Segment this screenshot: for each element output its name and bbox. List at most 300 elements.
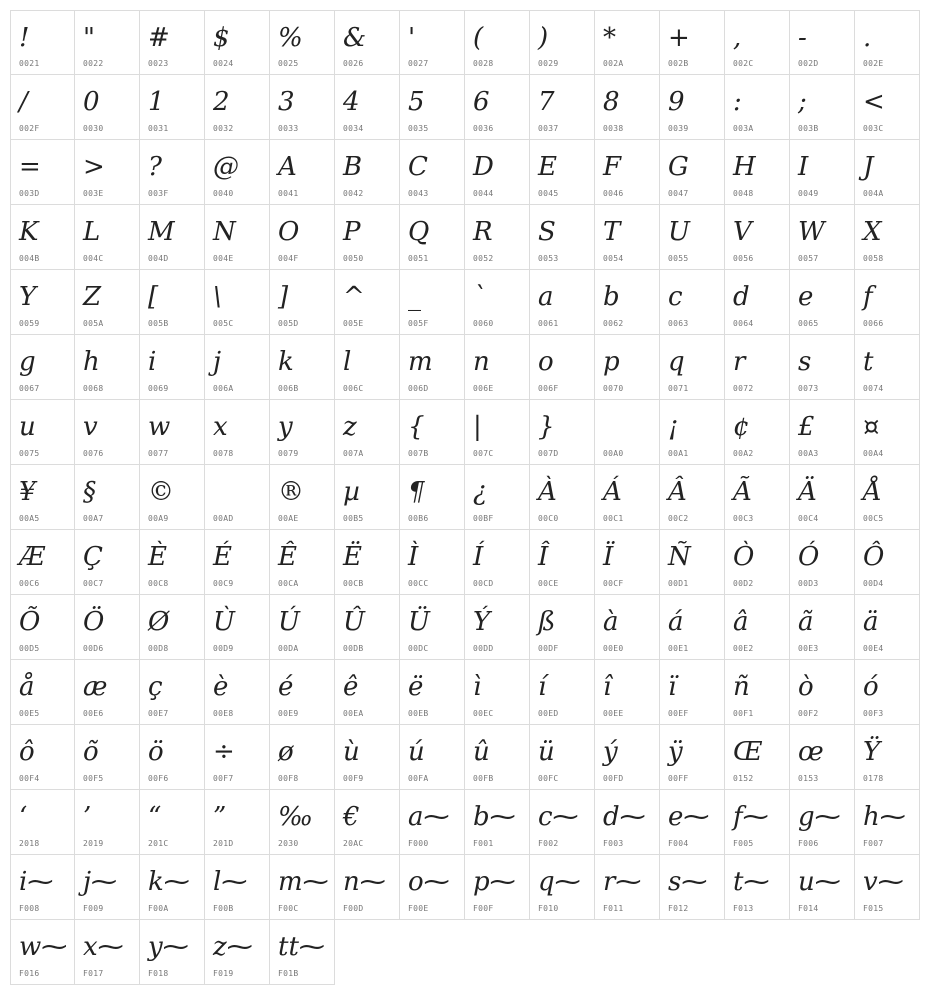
glyph-cell [725,10,790,75]
glyph-code-label: 00C4 [798,514,819,523]
glyph-sample: h [83,347,100,377]
glyph-code-label: 0073 [798,384,819,393]
glyph-sample: N [213,217,236,247]
glyph-cell [530,790,595,855]
glyph-cell [140,400,205,465]
glyph-sample: t [863,347,874,377]
glyph-cell [595,465,660,530]
glyph-sample: & [343,23,367,53]
glyph-sample: ¤ [863,412,880,442]
glyph-sample: } [538,412,555,442]
glyph-cell [205,75,270,140]
glyph-sample: 1 [148,87,165,117]
glyph-code-label: F004 [668,839,689,848]
glyph-code-label: 00FA [408,774,429,783]
glyph-code-label: F007 [863,839,884,848]
glyph-sample: v [83,412,98,442]
glyph-code-label: 00EF [668,709,689,718]
glyph-sample: ¢ [733,412,750,442]
glyph-code-label: 0075 [19,449,40,458]
glyph-cell [790,660,855,725]
glyph-cell [465,335,530,400]
glyph-cell [790,400,855,465]
glyph-cell [725,725,790,790]
glyph-cell [530,725,595,790]
glyph-cell [335,270,400,335]
glyph-sample: { [408,412,425,442]
glyph-sample: w [148,412,171,442]
glyph-cell [725,335,790,400]
glyph-cell [205,140,270,205]
glyph-sample: Œ [733,737,763,767]
glyph-sample: K [19,217,39,247]
glyph-cell [140,920,205,985]
glyph-code-label: 00C6 [19,579,40,588]
glyph-cell [400,465,465,530]
glyph-code-label: 0052 [473,254,494,263]
glyph-sample: é [278,672,294,702]
glyph-code-label: 0030 [83,124,104,133]
glyph-code-label: 003D [19,189,40,198]
glyph-code-label: 00EA [343,709,364,718]
glyph-code-label: 004E [213,254,234,263]
glyph-code-label: 00E1 [668,644,689,653]
glyph-cell [530,660,595,725]
glyph-sample: S [538,217,556,247]
glyph-cell [855,790,920,855]
glyph-code-label: 0023 [148,59,169,68]
glyph-cell [10,595,75,660]
glyph-cell [530,465,595,530]
glyph-code-label: F009 [83,904,104,913]
glyph-cell [270,855,335,920]
glyph-cell [205,790,270,855]
glyph-code-label: 00D5 [19,644,40,653]
glyph-cell [270,10,335,75]
glyph-sample: â [733,607,749,637]
glyph-sample: tt⁓ [278,932,325,962]
glyph-cell [335,10,400,75]
glyph-sample: u⁓ [798,867,841,897]
glyph-code-label: F00C [278,904,299,913]
glyph-sample: q [668,347,685,377]
glyph-sample: * [603,23,616,53]
glyph-cell [530,855,595,920]
glyph-sample: R [473,217,493,247]
glyph-sample: [ [148,282,159,312]
glyph-cell [465,595,530,660]
glyph-sample: ¶ [408,477,425,507]
glyph-code-label: 00EC [473,709,494,718]
glyph-cell [270,725,335,790]
glyph-sample: h⁓ [863,802,906,832]
glyph-code-label: 003E [83,189,104,198]
glyph-code-label: F015 [863,904,884,913]
glyph-code-label: 00DB [343,644,364,653]
glyph-cell [595,790,660,855]
glyph-sample: l⁓ [213,867,248,897]
glyph-code-label: 00D9 [213,644,234,653]
glyph-code-label: 00EE [603,709,624,718]
glyph-cell [725,790,790,855]
glyph-cell [725,75,790,140]
glyph-cell [10,335,75,400]
glyph-cell [270,790,335,855]
glyph-cell [595,270,660,335]
glyph-sample: ô [19,737,35,767]
glyph-code-label: 004A [863,189,884,198]
glyph-cell [270,335,335,400]
glyph-cell [660,660,725,725]
glyph-sample: ß [538,607,556,637]
glyph-code-label: F002 [538,839,559,848]
glyph-sample: ÷ [213,737,235,767]
glyph-code-label: 0068 [83,384,104,393]
glyph-code-label: 0031 [148,124,169,133]
glyph-cell [140,725,205,790]
glyph-sample: u [19,412,36,442]
glyph-code-label: 003B [798,124,819,133]
glyph-sample: g⁓ [798,802,841,832]
glyph-sample: 4 [343,87,360,117]
glyph-sample: . [863,23,872,53]
glyph-cell [465,725,530,790]
glyph-code-label: 0021 [19,59,40,68]
glyph-sample: Í [473,542,484,572]
glyph-code-label: F011 [603,904,624,913]
glyph-sample: c [668,282,683,312]
glyph-sample: a⁓ [408,802,450,832]
glyph-sample: § [83,477,96,507]
glyph-code-label: 20AC [343,839,364,848]
glyph-cell [10,465,75,530]
glyph-code-label: 00DA [278,644,299,653]
glyph-sample: “ [148,802,162,832]
glyph-cell [465,205,530,270]
glyph-code-label: 00E0 [603,644,624,653]
glyph-sample: D [473,152,494,182]
glyph-code-label: 00E7 [148,709,169,718]
glyph-sample: € [343,802,360,832]
glyph-sample: c⁓ [538,802,579,832]
glyph-sample: g [19,347,36,377]
glyph-sample: " [83,23,95,53]
glyph-cell [400,530,465,595]
glyph-code-label: 00FB [473,774,494,783]
glyph-sample: Ù [213,607,235,637]
glyph-cell [140,530,205,595]
glyph-code-label: 00CC [408,579,429,588]
glyph-cell [75,400,140,465]
glyph-sample: / [19,87,28,117]
glyph-cell [140,660,205,725]
glyph-code-label: 002B [668,59,689,68]
glyph-code-label: 00FF [668,774,689,783]
glyph-sample: Z [83,282,102,312]
glyph-sample: ) [538,23,549,53]
glyph-sample: Q [408,217,430,247]
glyph-code-label: 006F [538,384,559,393]
glyph-sample: b [603,282,620,312]
glyph-code-label: 0056 [733,254,754,263]
glyph-cell [400,725,465,790]
glyph-code-label: 005B [148,319,169,328]
glyph-cell [205,335,270,400]
glyph-cell [855,335,920,400]
glyph-sample: U [668,217,690,247]
glyph-code-label: 004C [83,254,104,263]
glyph-sample: k [278,347,294,377]
glyph-sample: Æ [19,542,46,572]
glyph-sample: Ø [148,607,170,637]
glyph-cell [10,660,75,725]
glyph-sample: Û [343,607,365,637]
glyph-code-label: 0057 [798,254,819,263]
glyph-cell [140,140,205,205]
glyph-cell [270,270,335,335]
glyph-code-label: 0070 [603,384,624,393]
glyph-code-label: 0036 [473,124,494,133]
glyph-cell [75,920,140,985]
glyph-sample: è [213,672,229,702]
glyph-code-label: 00F4 [19,774,40,783]
glyph-code-label: 0071 [668,384,689,393]
glyph-cell [595,530,660,595]
glyph-cell [660,465,725,530]
glyph-sample: y⁓ [148,932,189,962]
glyph-sample: r [733,347,746,377]
glyph-cell [400,10,465,75]
glyph-sample: k⁓ [148,867,190,897]
glyph-cell [725,400,790,465]
glyph-sample: ï [668,672,677,702]
glyph-code-label: 005C [213,319,234,328]
glyph-sample: á [668,607,684,637]
glyph-code-label: F00F [473,904,494,913]
glyph-cell [335,790,400,855]
glyph-sample: î [603,672,612,702]
glyph-cell [10,140,75,205]
glyph-cell [400,660,465,725]
glyph-sample: \ [213,282,222,312]
glyph-sample: V [733,217,752,247]
glyph-cell [140,790,205,855]
glyph-cell [790,205,855,270]
glyph-cell [205,725,270,790]
glyph-cell [855,855,920,920]
glyph-code-label: 0044 [473,189,494,198]
glyph-code-label: 0037 [538,124,559,133]
glyph-sample: ” [213,802,227,832]
glyph-code-label: 00D1 [668,579,689,588]
glyph-cell [75,725,140,790]
glyph-sample: £ [798,412,815,442]
glyph-sample: s [798,347,812,377]
glyph-code-label: 2018 [19,839,40,848]
glyph-code-label: 0063 [668,319,689,328]
glyph-code-label: 007D [538,449,559,458]
glyph-code-label: 0048 [733,189,754,198]
glyph-sample: < [863,87,885,117]
glyph-cell [400,270,465,335]
glyph-code-label: 00C2 [668,514,689,523]
glyph-code-label: 006E [473,384,494,393]
glyph-code-label: 201D [213,839,234,848]
glyph-sample: @ [213,152,239,182]
glyph-cell [205,530,270,595]
glyph-cell [465,465,530,530]
glyph-cell [725,465,790,530]
glyph-code-label: 005E [343,319,364,328]
glyph-code-label: 00CF [603,579,624,588]
glyph-cell [400,855,465,920]
glyph-cell [595,725,660,790]
glyph-cell [660,10,725,75]
glyph-code-label: 005D [278,319,299,328]
glyph-cell [400,335,465,400]
glyph-cell [725,660,790,725]
glyph-code-label: 0079 [278,449,299,458]
glyph-sample: ` [473,282,486,312]
glyph-sample: o [538,347,554,377]
glyph-cell [595,855,660,920]
glyph-code-label: 002E [863,59,884,68]
glyph-code-label: 0061 [538,319,559,328]
glyph-code-label: F00B [213,904,234,913]
glyph-sample: p⁓ [473,867,516,897]
glyph-code-label: 0032 [213,124,234,133]
glyph-sample: Ï [603,542,614,572]
glyph-sample: M [148,217,175,247]
glyph-code-label: 0062 [603,319,624,328]
glyph-code-label: 0043 [408,189,429,198]
glyph-sample: 2 [213,87,230,117]
glyph-sample: å [19,672,35,702]
glyph-cell [205,270,270,335]
glyph-sample: E [538,152,557,182]
glyph-sample: n⁓ [343,867,386,897]
glyph-cell [335,75,400,140]
glyph-sample: X [863,217,882,247]
glyph-sample: Ö [83,607,105,637]
glyph-sample: ý [603,737,618,767]
glyph-sample: z [343,412,357,442]
glyph-code-label: 0066 [863,319,884,328]
glyph-sample: e [798,282,814,312]
glyph-code-label: 0069 [148,384,169,393]
glyph-sample: ’ [83,802,92,832]
glyph-cell [725,140,790,205]
glyph-cell [465,855,530,920]
glyph-sample: A [278,152,297,182]
glyph-sample: n [473,347,490,377]
glyph-code-label: 00A4 [863,449,884,458]
glyph-code-label: F005 [733,839,754,848]
glyph-code-label: 007A [343,449,364,458]
glyph-code-label: 00D4 [863,579,884,588]
glyph-sample: Ä [798,477,817,507]
glyph-sample: , [733,23,742,53]
glyph-cell [790,140,855,205]
glyph-cell [465,790,530,855]
glyph-sample: i⁓ [19,867,54,897]
glyph-code-label: 0072 [733,384,754,393]
glyph-code-label: 00E4 [863,644,884,653]
glyph-cell [140,855,205,920]
glyph-sample: - [798,23,807,53]
glyph-code-label: 00DC [408,644,429,653]
glyph-grid [10,10,920,985]
glyph-code-label: 0025 [278,59,299,68]
glyph-sample: 6 [473,87,490,117]
glyph-cell [725,205,790,270]
glyph-cell [335,530,400,595]
glyph-cell [270,595,335,660]
glyph-sample: õ [83,737,99,767]
glyph-sample: ] [278,282,289,312]
glyph-sample: í [538,672,547,702]
glyph-code-label: 0074 [863,384,884,393]
glyph-code-label: 0178 [863,774,884,783]
glyph-cell [530,270,595,335]
glyph-cell [465,10,530,75]
glyph-cell [530,75,595,140]
glyph-sample: Ô [863,542,885,572]
glyph-code-label: 0065 [798,319,819,328]
glyph-sample: ( [473,23,484,53]
glyph-code-label: 00BF [473,514,494,523]
glyph-code-label: 00F9 [343,774,364,783]
glyph-cell [855,725,920,790]
glyph-cell [10,725,75,790]
glyph-cell [10,270,75,335]
glyph-code-label: 00FD [603,774,624,783]
glyph-cell [595,10,660,75]
glyph-sample: ¿ [473,477,487,507]
glyph-cell [400,140,465,205]
glyph-code-label: 00F7 [213,774,234,783]
glyph-sample: f⁓ [733,802,769,832]
glyph-code-label: 002C [733,59,754,68]
glyph-sample: Ÿ [863,737,881,767]
glyph-sample: j [213,347,222,377]
glyph-cell [140,335,205,400]
glyph-code-label: F006 [798,839,819,848]
glyph-code-label: 00FC [538,774,559,783]
glyph-cell [140,595,205,660]
glyph-cell [335,660,400,725]
glyph-code-label: 00B5 [343,514,364,523]
glyph-code-label: 00D2 [733,579,754,588]
glyph-code-label: 0035 [408,124,429,133]
glyph-code-label: F016 [19,969,40,978]
glyph-sample: H [733,152,756,182]
glyph-sample: ÿ [668,737,683,767]
glyph-code-label: 0055 [668,254,689,263]
glyph-sample: Ã [733,477,752,507]
glyph-sample: Á [603,477,622,507]
glyph-code-label: 0026 [343,59,364,68]
glyph-code-label: F01B [278,969,299,978]
glyph-cell [790,465,855,530]
glyph-code-label: 003A [733,124,754,133]
glyph-code-label: 00A2 [733,449,754,458]
glyph-sample: ö [148,737,164,767]
glyph-sample: È [148,542,167,572]
glyph-sample: 9 [668,87,685,117]
glyph-sample: ! [19,23,30,53]
glyph-cell [75,140,140,205]
